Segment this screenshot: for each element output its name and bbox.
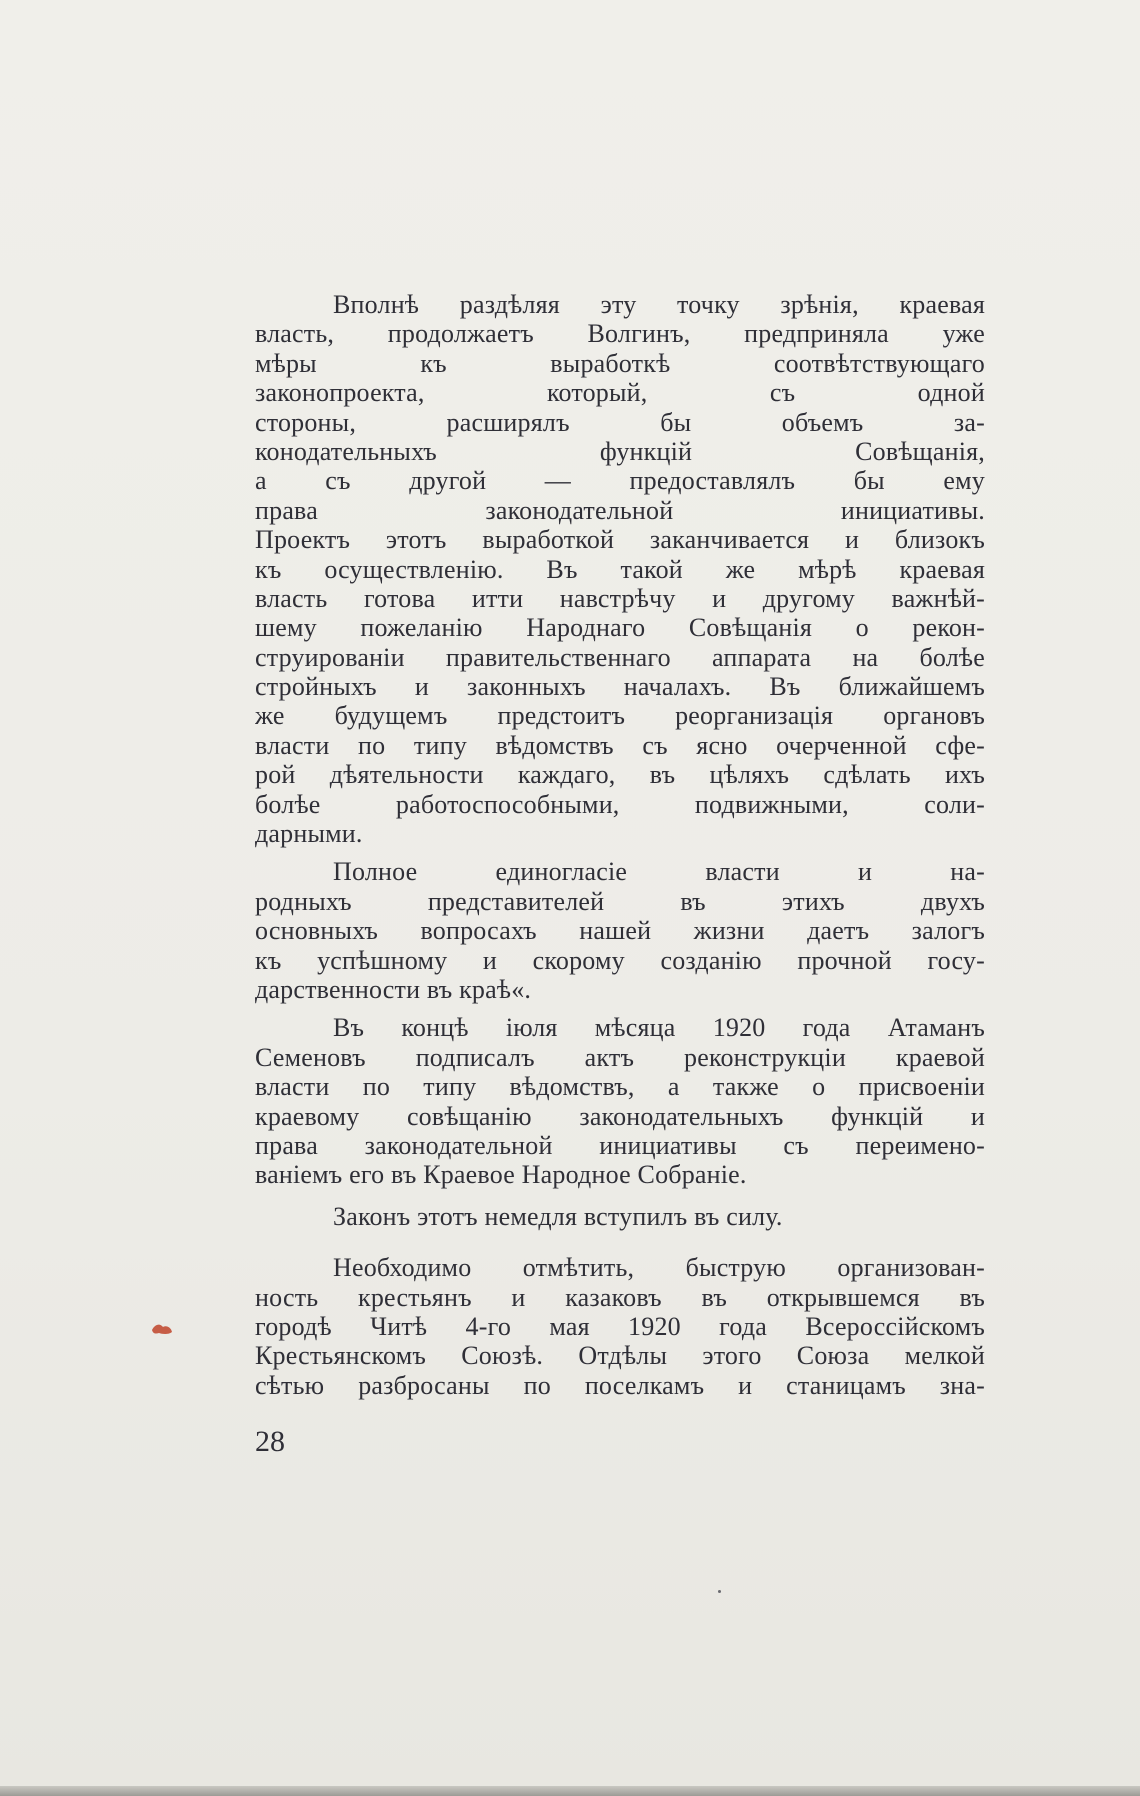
text-line: а съ другой — предоставлялъ бы ему <box>255 466 985 496</box>
text-line: стройныхъ и законныхъ началахъ. Въ ближайшемъ <box>255 672 985 702</box>
text-line: конодательныхъ функцій Совѣщанія, <box>255 436 985 466</box>
text-line: къ успѣшному и скорому созданію прочной госу- <box>255 945 985 975</box>
text-line: городѣ Читѣ 4-го мая 1920 года Всероссійскомъ <box>255 1311 985 1341</box>
text-line: основныхъ вопросахъ нашей жизни даетъ залогъ <box>255 916 985 946</box>
text-line: власть готова итти навстрѣчу и другому важнѣй- <box>255 583 985 613</box>
text-line: родныхъ представителей въ этихъ двухъ <box>255 886 985 916</box>
paragraph-2 <box>255 857 985 1004</box>
paragraph-4 <box>255 1202 985 1231</box>
text-line: краевому совѣщанію законодательныхъ функцій и <box>255 1101 985 1131</box>
text-line: власть, продолжаетъ Волгинъ, предприняла уже <box>255 319 985 349</box>
ink-smudge-icon <box>150 1322 174 1336</box>
text-line: дарственности въ краѣ«. <box>255 974 532 1004</box>
text-line: Проектъ этотъ выработкой заканчивается и близокъ <box>255 525 985 555</box>
text-line: шему пожеланію Народнаго Совѣщанія о рекон- <box>255 613 985 643</box>
text-line: болѣе работоспособными, подвижными, соли- <box>255 789 985 819</box>
text-line: струированіи правительственнаго аппарата на болѣе <box>255 642 985 672</box>
text-line: стороны, расширялъ бы объемъ за- <box>255 407 985 437</box>
body-text <box>255 290 985 1400</box>
text-line: Полное единогласіе власти и на- <box>333 857 985 887</box>
text-line: ность крестьянъ и казаковъ въ открывшемся въ <box>255 1282 985 1312</box>
text-line: Крестьянскомъ Союзѣ. Отдѣлы этого Союза мелкой <box>255 1341 985 1371</box>
text-line: власти по типу вѣдомствъ съ ясно очерченной сфе- <box>255 730 985 760</box>
text-line: дарными. <box>255 819 363 849</box>
paper-speck <box>718 1590 721 1593</box>
page-bottom-edge <box>0 1786 1140 1796</box>
text-line: Вполнѣ раздѣляя эту точку зрѣнія, краевая <box>333 290 985 319</box>
paragraph-3 <box>255 1013 985 1189</box>
text-line: права законодательной инициативы. <box>255 495 985 525</box>
text-line: рой дѣятельности каждаго, въ цѣляхъ сдѣлать ихъ <box>255 760 985 790</box>
text-line: ваніемъ его въ Краевое Народное Собраніе. <box>255 1160 747 1190</box>
text-line: Необходимо отмѣтить, быструю организован- <box>333 1253 985 1283</box>
text-line: законопроекта, который, съ одной <box>255 378 985 408</box>
text-line: же будущемъ предстоитъ реорганизація органовъ <box>255 701 985 731</box>
text-line: Въ концѣ іюля мѣсяца 1920 года Атаманъ <box>333 1013 985 1043</box>
page-number: 28 <box>255 1425 285 1458</box>
text-line: мѣры къ выработкѣ соотвѣтствующаго <box>255 348 985 378</box>
text-line: власти по типу вѣдомствъ, а также о присвоеніи <box>255 1072 985 1102</box>
text-line: сѣтью разбросаны по поселкамъ и станицамъ зна- <box>255 1370 985 1400</box>
paragraph-1 <box>255 290 985 848</box>
text-line: Законъ этотъ немедля вступилъ въ силу. <box>333 1201 783 1231</box>
text-line: Семеновъ подписалъ актъ реконструкціи краевой <box>255 1042 985 1072</box>
text-line: права законодательной инициативы съ переимено- <box>255 1130 985 1160</box>
paragraph-5 <box>255 1253 985 1400</box>
text-line: къ осуществленію. Въ такой же мѣрѣ краевая <box>255 554 985 584</box>
